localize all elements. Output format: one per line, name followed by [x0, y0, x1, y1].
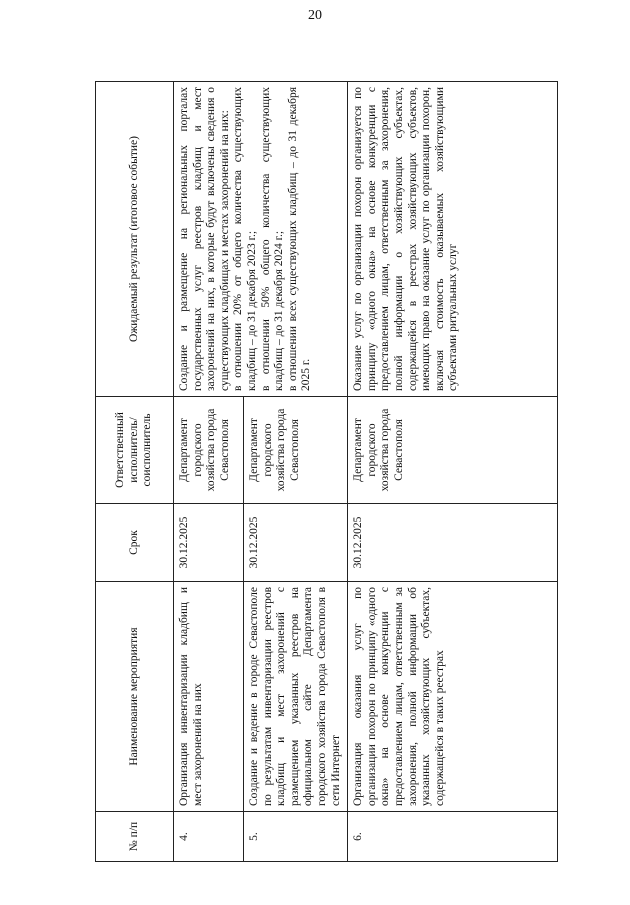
result-paragraph: Создание и размещение на региональных порталах государственных услуг реестров кладбищ и мест захоронений на них, в которые будут включены сведения о существующих кладбищах и местах захоронений на них: [178, 87, 231, 391]
row-name: Организация инвентаризации кладбищ и мест захоронений на них [174, 582, 244, 812]
row-name: Организация оказания услуг по организации похорон по принципу «одного окна» на основе конкуренции с предоставлением лицам, ответственным за захоронения, полной информации об указанных хозяйствующих субъектах, содержащейся в таких реестрах [348, 582, 558, 812]
table-row [348, 82, 558, 862]
page-number: 20 [308, 8, 322, 23]
row-term: 30.12.2025 [244, 504, 348, 582]
header-result: Ожидаемый результат (итоговое событие) [96, 82, 174, 397]
measures-table [95, 81, 558, 862]
header-num: № п/п [96, 812, 174, 862]
result-paragraph: в отношении всех существующих кладбищ – до 31 декабря 2025 г. [286, 87, 313, 391]
row-term: 30.12.2025 [174, 504, 244, 582]
header-name: Наименование мероприятия [96, 582, 174, 812]
row-term: 30.12.2025 [348, 504, 558, 582]
row-executor: Департамент городского хозяйства города Севастополя [174, 397, 244, 504]
row-result [174, 82, 348, 397]
row-executor: Департамент городского хозяйства города Севастополя [348, 397, 558, 504]
result-paragraph: в отношении 20% от общего количества существующих кладбищ – до 31 декабря 2023 г.; [232, 87, 258, 391]
row-num: 4. [174, 812, 244, 862]
header-term: Срок [96, 504, 174, 582]
result-paragraph: в отношении 50% общего количества существующих кладбищ – до 31 декабря 2024 г.; [259, 87, 286, 391]
row-result [348, 82, 558, 397]
row-num: 5. [244, 812, 348, 862]
header-executor: Ответственный исполнитель/ соисполнитель [96, 397, 174, 504]
row-name: Создание и ведение в городе Севастополе по результатам инвентаризации реестров кладбищ и мест захоронений с размещением указанных реестров на официальном сайте Департамента городского хозяйства города Севастополя в сети Интернет [244, 582, 348, 812]
result-paragraph: Оказание услуг по организации похорон организуется по принципу «одного окна» на основе конкуренции с предоставлением лицам, ответственным за захоронения, полной информации о хозяйствующих субъектах, содержащейся в реестрах хозяйствующих субъектов, имеющих право на оказание услуг по организации похорон, включая стоимость оказываемых хозяйствующими субъектами ритуальных услуг [352, 87, 460, 391]
rotated-table-container [95, 82, 535, 862]
row-num: 6. [348, 812, 558, 862]
row-executor: Департамент городского хозяйства города Севастополя [244, 397, 348, 504]
table-row [174, 82, 244, 862]
